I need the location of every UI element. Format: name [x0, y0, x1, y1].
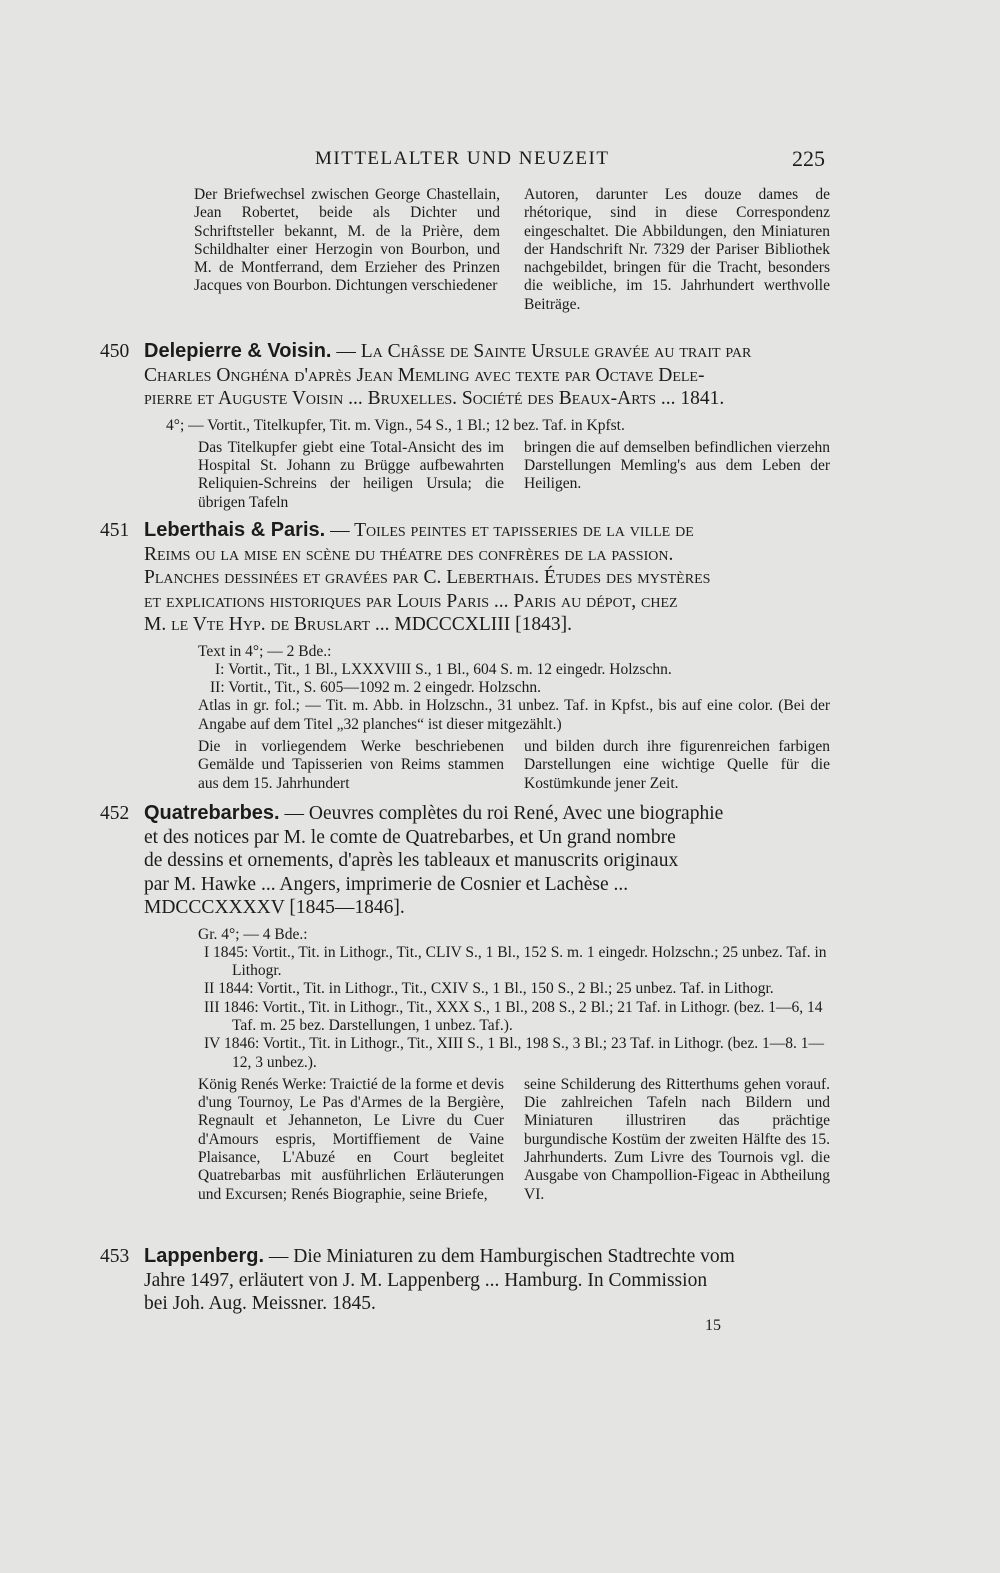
volume-line: III 1846: Vortit., Tit. in Lithogr., Tit., XXX S., 1 Bl., 208 S., 2 Bl.; 21 Taf. in Lithogr. (bez. 1—6, 14 Taf. m. 25 bez. Darstellungen, 1 unbez. Taf.).	[204, 998, 823, 1034]
note-left: Die in vorliegendem Werke beschriebenen Gemälde und Tapisserien von Reims stammen aus dem 15. Jahrhundert	[198, 737, 504, 792]
entry-author: Quatrebarbes.	[144, 802, 280, 824]
entry-451	[100, 519, 830, 793]
physical-description: Text in 4°; — 2 Bde.:	[198, 642, 332, 660]
entry-title: 453 Lappenberg. — Die Miniaturen zu dem Hamburgischen Stadtrechte vom Jahre 1497, erläutert von J. M. Lappenberg ... Hamburg. In Commission bei Joh. Aug. Meissner. 1845.	[100, 1245, 735, 1314]
entry-author: Leberthais & Paris.	[144, 519, 326, 541]
entry-title: 452 Quatrebarbes. — Oeuvres complètes du roi René, Avec une biographie et des notices par M. le comte de Quatrebarbes, et Un grand nombre de dessins et ornements, d'après les tableaux et manuscrits originaux par M. Hawke ... Angers, imprimerie de Cosnier et Lachèse ... MDCCCXXXXV [1845—1846].	[100, 802, 724, 918]
entry-author: Lappenberg.	[144, 1245, 265, 1267]
note-left: König Renés Werke: Traictié de la forme et devis d'ung Tournoy, Le Pas d'Armes de la Bergière, Regnault et Jehanneton, Le Livre du Cuer d'Amours espris, Mortiffiement de Vaine Plaisance, L'Abuzé en Court begleitet Quatrebarbas mit ausführlichen Erläuterungen und Excursen; Renés Biographie, seine Briefe,	[198, 1075, 504, 1203]
entry-450	[100, 340, 830, 512]
volume-line: IV 1846: Vortit., Tit. in Lithogr., Tit., XIII S., 1 Bl., 198 S., 3 Bl.; 23 Taf. in Lithogr. (bez. 1—8. 1—12, 3 unbez.).	[204, 1035, 824, 1071]
atlas-description: Atlas in gr. fol.; — Tit. m. Abb. in Holzschn., 31 unbez. Taf. in Kpfst., bis auf eine color. (Bei der Angabe auf dem Titel „32 planches“ ist dieser mitgezählt.)	[198, 697, 830, 733]
entry-title: 451 Leberthais & Paris. — Toiles peintes et tapisseries de la ville de Reims ou la mise en scène du théatre des confrères de la passion. Planches dessinées et gravées par C. Leberthais. Études des mystères et explications historiques par Louis Paris ... Paris au dépot, chez M. le Vte Hyp. de Bruslart ... MDCCCXLIII [1843].	[100, 519, 711, 635]
note-right: bringen die auf demselben befindlichen vierzehn Darstellungen Memling's aus dem Leben der Heiligen.	[524, 438, 830, 493]
running-header: MITTELALTER UND NEUZEIT	[315, 148, 610, 169]
volume-line: II: Vortit., Tit., S. 605—1092 m. 2 eingedr. Holzschn.	[210, 679, 541, 697]
note-left: Das Titelkupfer giebt eine Total-Ansicht des im Hospital St. Johann zu Brügge aufbewahrten Reliquien-Schreins der heiligen Ursula; die übrigen Tafeln	[198, 438, 504, 511]
entry-number: 453	[100, 1246, 130, 1267]
intro-right-column: Autoren, darunter Les douze dames de rhétorique, sind in diese Correspondenz eingeschaltet. Die Abbildungen, den Miniaturen der Handschrift Nr. 7329 der Pariser Bibliothek nachgebildet, bringen für die Tracht, besonders die weibliche, im 15. Jahrhundert werthvolle Beiträge.	[524, 186, 830, 313]
physical-description: Gr. 4°; — 4 Bde.:	[198, 925, 308, 943]
entry-453	[100, 1245, 830, 1316]
volume-line: I 1845: Vortit., Tit. in Lithogr., Tit., CLIV S., 1 Bl., 152 S. m. 1 eingedr. Holzschn.; 25 unbez. Taf. in Lithogr.	[204, 943, 827, 980]
volume-line: I: Vortit., Tit., 1 Bl., LXXXVIII S., 1 Bl., 604 S. m. 12 eingedr. Holzschn.	[215, 660, 672, 678]
entry-number: 451	[100, 520, 130, 541]
entry-number: 450	[100, 341, 130, 362]
entry-452	[100, 802, 830, 1204]
entry-number: 452	[100, 803, 130, 824]
entry-notes	[100, 439, 830, 512]
entry-title: 450 Delepierre & Voisin. — La Châsse de Sainte Ursule gravée au trait par Charles Onghéna d'après Jean Memling avec texte par Octave Dele- pierre et Auguste Voisin ... Bruxelles. Société des Beaux-Arts ... 1841.	[100, 340, 752, 409]
entry-author: Delepierre & Voisin.	[144, 340, 332, 362]
physical-description: 4°; — Vortit., Titelkupfer, Tit. m. Vign., 54 S., 1 Bl.; 12 bez. Taf. in Kpfst.	[166, 416, 625, 434]
entry-notes	[100, 1076, 830, 1204]
entry-notes	[100, 738, 830, 793]
signature-mark: 15	[705, 1317, 721, 1334]
page-number: 225	[792, 146, 825, 171]
note-right: und bilden durch ihre figurenreichen farbigen Darstellungen eine wichtige Quelle für die Kostümkunde jener Zeit.	[524, 737, 830, 792]
note-right: seine Schilderung des Ritterthums gehen vorauf. Die zahlreichen Tafeln nach Bildern und Miniaturen illustriren das prächtige burgundische Kostüm der zweiten Hälfte des 15. Jahrhunderts. Zum Livre des Tournois vgl. die Ausgabe von Champollion-Figeac in Abtheilung VI.	[524, 1075, 830, 1203]
volume-line: II 1844: Vortit., Tit. in Lithogr., Tit., CXIV S., 1 Bl., 150 S., 2 Bl.; 25 unbez. Taf. in Lithogr.	[204, 980, 774, 998]
intro-columns	[194, 186, 830, 314]
intro-left-column: Der Briefwechsel zwischen George Chastellain, Jean Robertet, beide als Dichter und Schriftsteller bekannt, M. de la Prière, dem Schildhalter einer Herzogin von Bourbon, und M. de Montferrand, dem Erzieher des Prinzen Jacques von Bourbon. Dichtungen verschiedener	[194, 186, 500, 295]
